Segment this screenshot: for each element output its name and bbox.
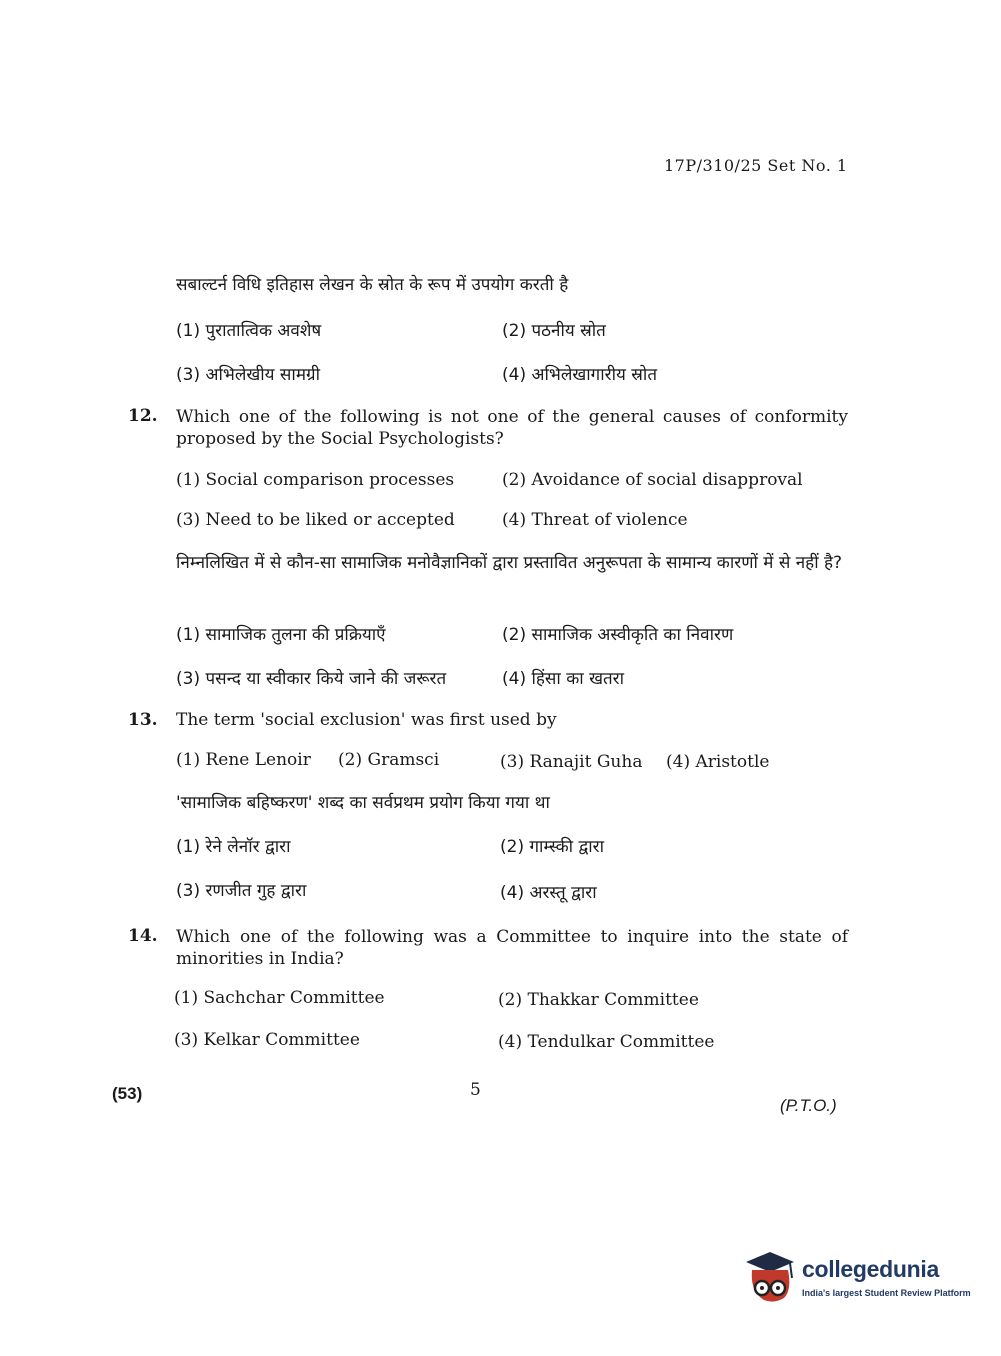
q12-option-1-en: (1) Social comparison processes	[176, 470, 455, 490]
q11-option-4: (4) अभिलेखागारीय स्रोत	[502, 365, 658, 385]
q12-stem-hi: निम्नलिखित में से कौन-सा सामाजिक मनोवैज्ञानिकों द्वारा प्रस्तावित अनुरूपता के सामान्य कारणों में से नहीं है?	[176, 553, 843, 573]
q13-stem-hi: 'सामाजिक बहिष्करण' शब्द का सर्वप्रथम प्रयोग किया गया था	[176, 793, 550, 813]
booklet-code: (53)	[112, 1084, 143, 1103]
paper-code: 17P/310/25 Set No. 1	[664, 156, 848, 175]
pto-note: (P.T.O.)	[780, 1096, 837, 1115]
q14-option-1: (1) Sachchar Committee	[174, 988, 385, 1008]
q13-option-2-hi: (2) गाम्स्की द्वारा	[500, 837, 604, 857]
collegedunia-logo	[740, 1248, 970, 1308]
q13-option-1-hi: (1) रेने लेनॉर द्वारा	[176, 837, 291, 857]
q12-option-4-hi: (4) हिंसा का खतरा	[502, 669, 625, 689]
logo-tagline: India's largest Student Review Platform	[802, 1288, 971, 1298]
logo-wordmark: collegedunia	[802, 1256, 939, 1282]
q12-stem-en: Which one of the following is not one of the general causes of conformity proposed by the Social Psychologists?	[176, 407, 848, 449]
q11-option-1: (1) पुरातात्विक अवशेष	[176, 321, 322, 341]
q13-number: 13.	[128, 710, 158, 730]
q12-number: 12.	[128, 406, 158, 426]
q14-option-4: (4) Tendulkar Committee	[498, 1032, 715, 1052]
q13-option-3-en: (3) Ranajit Guha	[500, 752, 643, 772]
q12-option-2-en: (2) Avoidance of social disapproval	[502, 470, 803, 490]
q14-option-3: (3) Kelkar Committee	[174, 1030, 360, 1050]
q13-option-4-hi: (4) अरस्तू द्वारा	[500, 883, 597, 903]
q12-option-2-hi: (2) सामाजिक अस्वीकृति का निवारण	[502, 625, 734, 645]
q12-option-1-hi: (1) सामाजिक तुलना की प्रक्रियाएँ	[176, 625, 386, 645]
q11-option-3: (3) अभिलेखीय सामग्री	[176, 365, 320, 385]
q13-option-3-hi: (3) रणजीत गुह द्वारा	[176, 881, 307, 901]
mascot-icon	[740, 1248, 800, 1308]
page-number: 5	[470, 1080, 481, 1100]
q12-option-3-hi: (3) पसन्द या स्वीकार किये जाने की जरूरत	[176, 669, 447, 689]
q12-option-3-en: (3) Need to be liked or accepted	[176, 510, 455, 530]
q13-option-2-en: (2) Gramsci	[338, 750, 440, 770]
q14-number: 14.	[128, 926, 158, 946]
q11-hindi-stem: सबाल्टर्न विधि इतिहास लेखन के स्रोत के रूप में उपयोग करती है	[176, 275, 569, 295]
q14-option-2: (2) Thakkar Committee	[498, 990, 699, 1010]
q13-option-4-en: (4) Aristotle	[666, 752, 770, 772]
q12-option-4-en: (4) Threat of violence	[502, 510, 688, 530]
q11-option-2: (2) पठनीय स्रोत	[502, 321, 606, 341]
q13-stem-en: The term 'social exclusion' was first used by	[176, 710, 557, 730]
q13-option-1-en: (1) Rene Lenoir	[176, 750, 311, 770]
q14-stem-en: Which one of the following was a Committee to inquire into the state of minorities in India?	[176, 927, 848, 969]
